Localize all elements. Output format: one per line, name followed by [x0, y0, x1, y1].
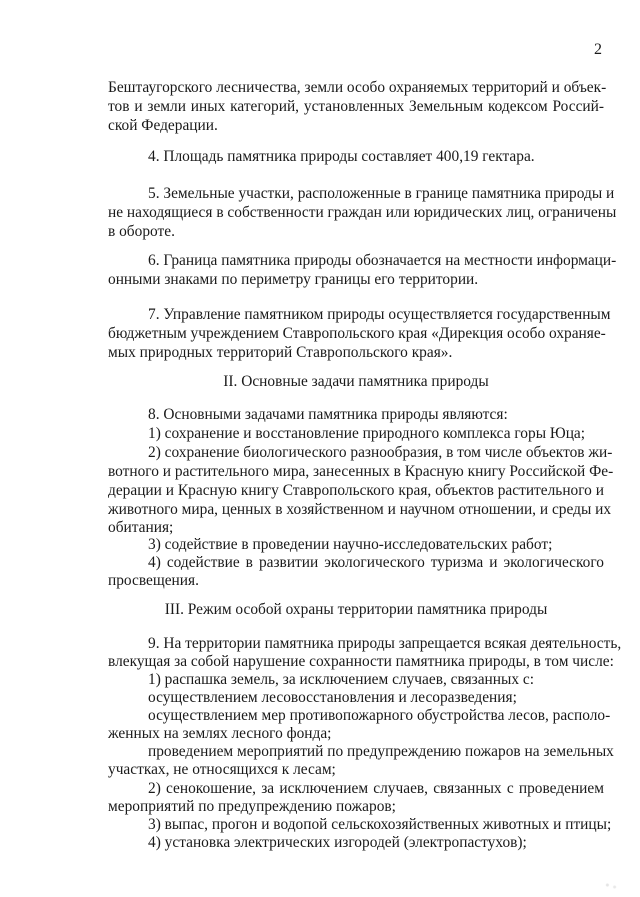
section-heading: II. Основные задачи памятника природы — [223, 373, 489, 390]
text-line: 8. Основными задачами памятника природы являются: — [148, 406, 508, 423]
text-line: 9. На территории памятника природы запрещается всякая деятельность, — [148, 635, 622, 652]
text-line: в обороте. — [108, 223, 175, 240]
text-line: 4. Площадь памятника природы составляет 400,19 гектара. — [148, 148, 535, 165]
text-line: участках, не относящихся к лесам; — [108, 761, 336, 778]
text-line: Бештаугорского лесничества, земли особо охраняемых территорий и объек- — [108, 79, 607, 96]
text-line: 3) содействие в проведении научно-исследовательских работ; — [148, 536, 553, 553]
text-line: 6. Граница памятника природы обозначается на местности информаци- — [148, 252, 617, 269]
text-line: 1) распашка земель, за исключением случаев, связанных с: — [148, 671, 535, 688]
text-line: обитания; — [108, 519, 174, 536]
text-line: женных на землях лесного фонда; — [108, 725, 332, 742]
text-line: бюджетным учреждением Ставропольского края «Дирекция особо охраняе- — [108, 325, 606, 342]
text-line: 4) содействие в развитии экологического туризма и экологического — [148, 554, 604, 571]
section-heading: III. Режим особой охраны территории памятника природы — [164, 601, 548, 618]
text-line: 2) сенокошение, за исключением случаев, связанных с проведением — [148, 780, 604, 797]
text-line: не находящиеся в собственности граждан или юридических лиц, ограничены — [108, 204, 617, 221]
text-line: 5. Земельные участки, расположенные в границе памятника природы и — [148, 185, 615, 202]
text-line: мых природных территорий Ставропольского края». — [108, 344, 453, 361]
text-line: осуществлением мер противопожарного обустройства лесов, располо- — [148, 707, 611, 724]
text-line: онными знаками по периметру границы его территории. — [108, 271, 479, 288]
scan-speckle — [602, 881, 620, 891]
text-line: 7. Управление памятником природы осуществляется государственным — [148, 306, 611, 323]
text-line: дерации и Красную книгу Ставропольского края, объектов растительного и — [108, 482, 604, 499]
text-line: ской Федерации. — [108, 117, 218, 134]
text-line: вотного и растительного мира, занесенных в Красную книгу Российской Фе- — [108, 463, 614, 480]
text-line: влекущая за собой нарушение сохранности памятника природы, в том числе: — [108, 653, 614, 670]
text-line: 1) сохранение и восстановление природного комплекса горы Юца; — [148, 425, 586, 442]
text-line: животного мира, ценных в хозяйственном и научном отношении, и среды их — [108, 501, 612, 518]
text-line: осуществлением лесовосстановления и лесоразведения; — [148, 689, 517, 706]
text-line: проведением мероприятий по предупреждению пожаров на земельных — [148, 743, 614, 760]
text-line: 4) установка электрических изгородей (электропастухов); — [148, 834, 527, 851]
page-number: 2 — [594, 41, 602, 58]
text-line: 2) сохранение биологического разнообразия, в том числе объектов жи- — [148, 444, 613, 461]
text-line: мероприятий по предупреждению пожаров; — [108, 798, 396, 815]
text-line: тов и земли иных категорий, установленных Земельным кодексом Россий- — [108, 98, 604, 115]
text-line: просвещения. — [108, 572, 199, 589]
text-line: 3) выпас, прогон и водопой сельскохозяйственных животных и птицы; — [148, 816, 612, 833]
